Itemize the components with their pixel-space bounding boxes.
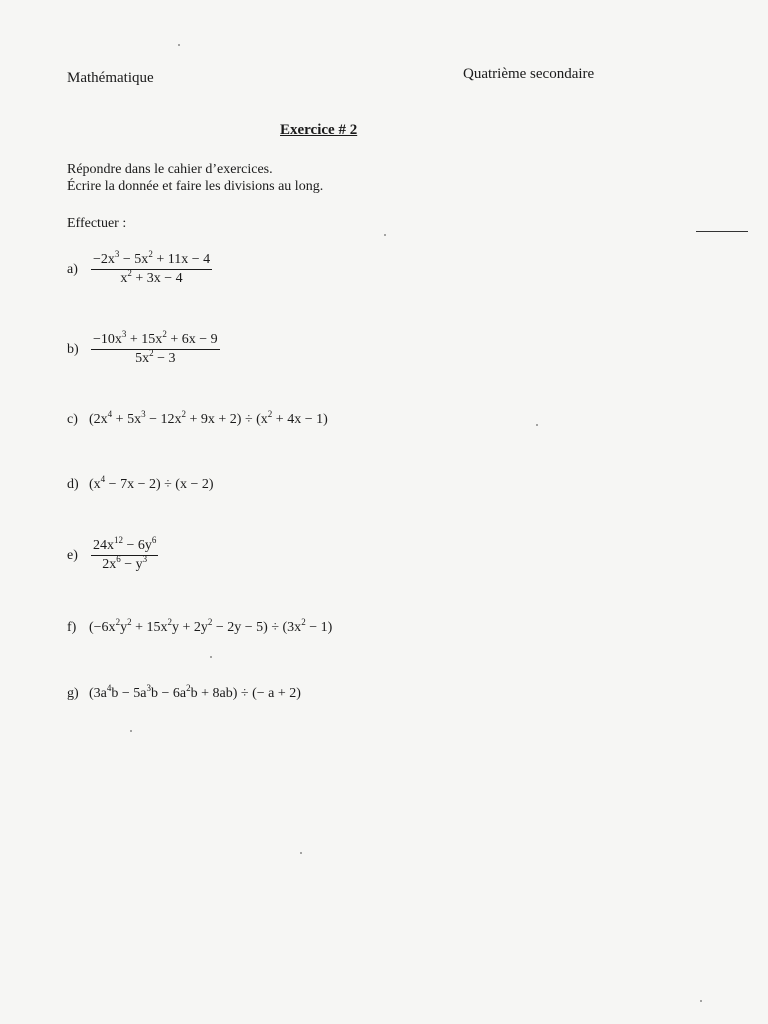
exercise-label: c): [67, 412, 78, 427]
exercise-label: f): [67, 620, 77, 635]
exercise-b: [67, 329, 220, 367]
subject-label: Mathématique: [67, 70, 154, 86]
scan-speck: [130, 730, 132, 732]
scan-speck: [300, 852, 302, 854]
exercise-label: g): [67, 686, 79, 701]
fraction-denominator: $x^2 + 3x - 4$: [120, 268, 183, 286]
exercise-label: d): [67, 477, 79, 492]
exercise-label: e): [67, 547, 78, 563]
instruction-line: Écrire la donnée et faire les divisions au long.: [67, 179, 324, 194]
exercise-title: Exercice # 2: [280, 122, 358, 138]
scan-speck: [384, 234, 386, 236]
division-expression: $(2x^4 + 5x^3 - 12x^2 + 9x + 2) \div (x^2 + 4x - 1)$: [89, 409, 328, 427]
fraction-numerator: $-2x^3 - 5x^2 + 11x - 4$: [91, 252, 212, 270]
exercise-a: [67, 249, 212, 287]
division-expression: $(-6x^2y^2 + 15x^2y + 2y^2 - 2y - 5) \div (3x^2 - 1)$: [89, 617, 333, 635]
fraction-numerator: $24x^{12} - 6y^6$: [91, 538, 158, 556]
exercise-f: [67, 617, 333, 636]
division-expression: $(3a^4b - 5a^3b - 6a^2b + 8ab)$ ÷ (− a + 2): [89, 683, 301, 701]
exercise-e: [67, 535, 158, 573]
fraction: [91, 535, 158, 573]
margin-rule: [696, 231, 748, 232]
scan-speck: [210, 656, 212, 658]
exercise-label: a): [67, 261, 78, 277]
level-label: Quatrième secondaire: [463, 66, 595, 82]
exercise-label: b): [67, 341, 79, 357]
fraction-denominator: $5x^2 - 3$: [135, 348, 176, 366]
scan-speck: [536, 424, 538, 426]
division-expression: $(x^4 - 7x - 2) \div (x - 2)$: [89, 474, 214, 492]
fraction: [91, 249, 212, 287]
fraction: [91, 329, 220, 367]
fraction-denominator: $2x^6 - y^3$: [102, 554, 148, 572]
instruction-line: Répondre dans le cahier d’exercices.: [67, 162, 273, 177]
fraction-numerator: $-10x^3 + 15x^2 + 6x - 9$: [91, 332, 220, 350]
exercise-g: [67, 683, 301, 702]
prompt-label: Effectuer :: [67, 216, 127, 231]
exercise-d: [67, 474, 214, 493]
exercise-c: [67, 409, 328, 428]
scan-speck: [700, 1000, 702, 1002]
scan-speck: [178, 44, 180, 46]
